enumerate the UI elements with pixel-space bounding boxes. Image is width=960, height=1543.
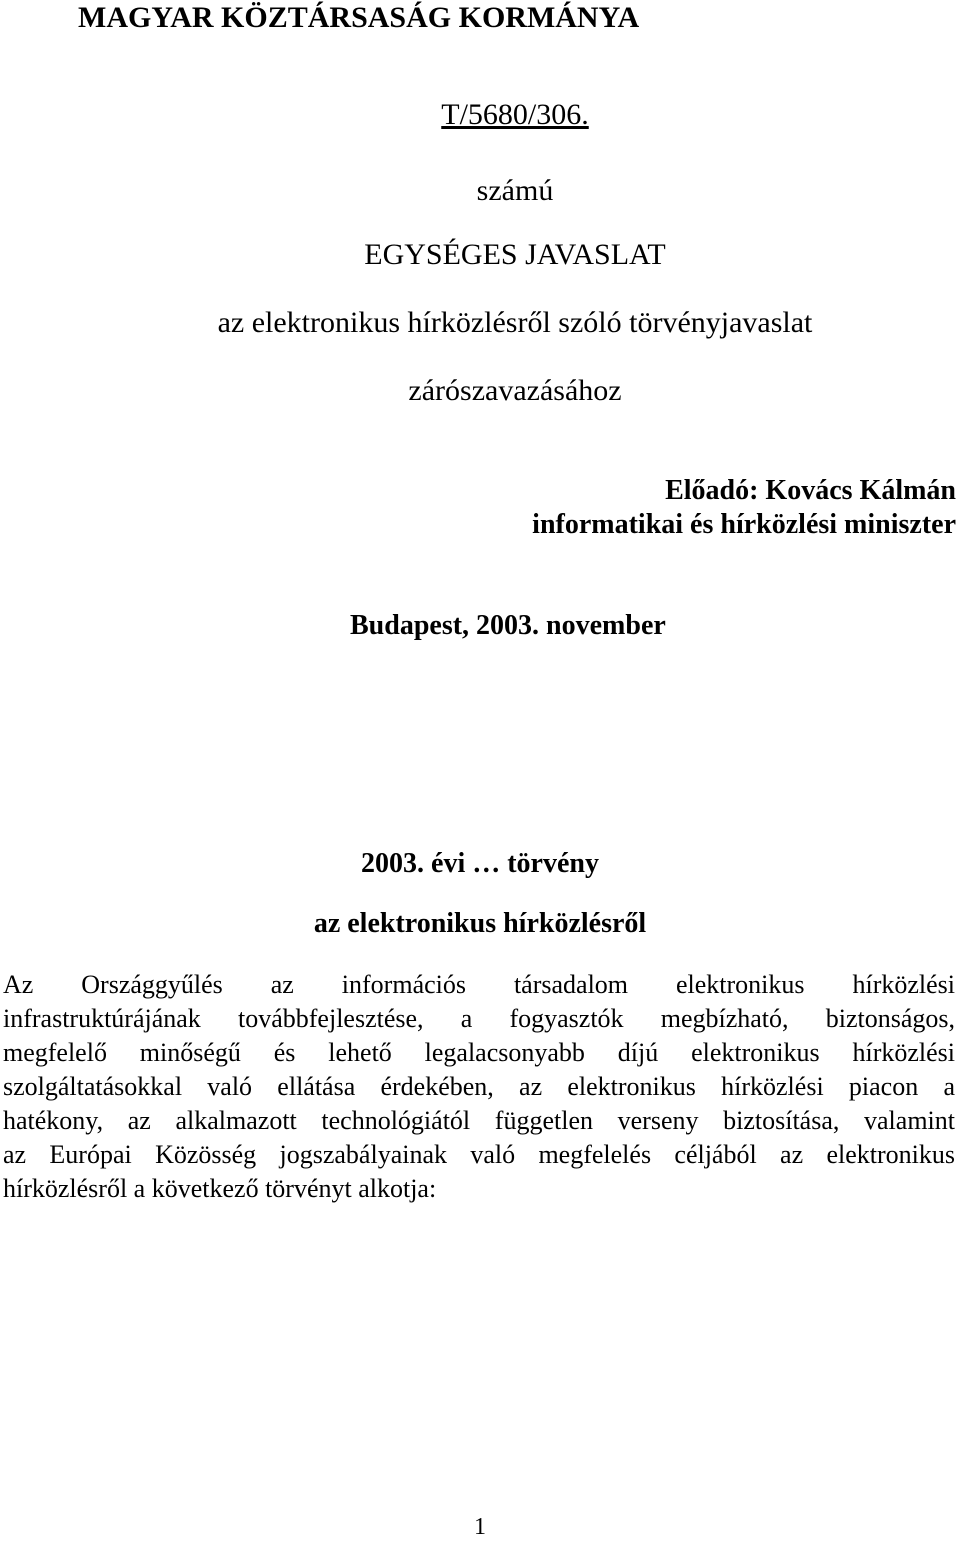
document-subject: az elektronikus hírközlésről szóló törvényjavaslat bbox=[217, 306, 813, 339]
document-number: T/5680/306. bbox=[441, 98, 589, 131]
presenter-name: Előadó: Kovács Kálmán bbox=[665, 475, 956, 506]
government-heading: MAGYAR KÖZTÁRSASÁG KORMÁNYA bbox=[78, 1, 640, 34]
presenter-role: informatikai és hírközlési miniszter bbox=[532, 509, 956, 540]
preamble-line: az Európai Közösség jogszabályainak való megfelelés céljából az elektronikus bbox=[3, 1140, 955, 1169]
preamble-paragraph bbox=[3, 968, 955, 1206]
preamble-line: infrastruktúrájának továbbfejlesztése, a fogyasztók megbízható, biztonságos, bbox=[3, 1004, 955, 1033]
document-purpose: zárószavazásához bbox=[408, 374, 622, 407]
place-date: Budapest, 2003. november bbox=[350, 610, 666, 641]
numbered-label: számú bbox=[476, 174, 554, 207]
law-subtitle: az elektronikus hírközlésről bbox=[313, 908, 647, 939]
preamble-line: hírközlésről a következő törvényt alkotja: bbox=[3, 1174, 437, 1203]
preamble-line: Az Országgyűlés az információs társadalom elektronikus hírközlési bbox=[3, 970, 955, 999]
law-title: 2003. évi … törvény bbox=[361, 848, 599, 879]
preamble-line: megfelelő minőségű és lehető legalacsonyabb díjú elektronikus hírközlési bbox=[3, 1038, 955, 1067]
preamble-line: szolgáltatásokkal való ellátása érdekében, az elektronikus hírközlési piacon a bbox=[3, 1072, 955, 1101]
page-number: 1 bbox=[474, 1514, 486, 1540]
preamble-line: hatékony, az alkalmazott technológiától független verseny biztosítása, valamint bbox=[3, 1106, 955, 1135]
document-type: EGYSÉGES JAVASLAT bbox=[364, 238, 666, 271]
